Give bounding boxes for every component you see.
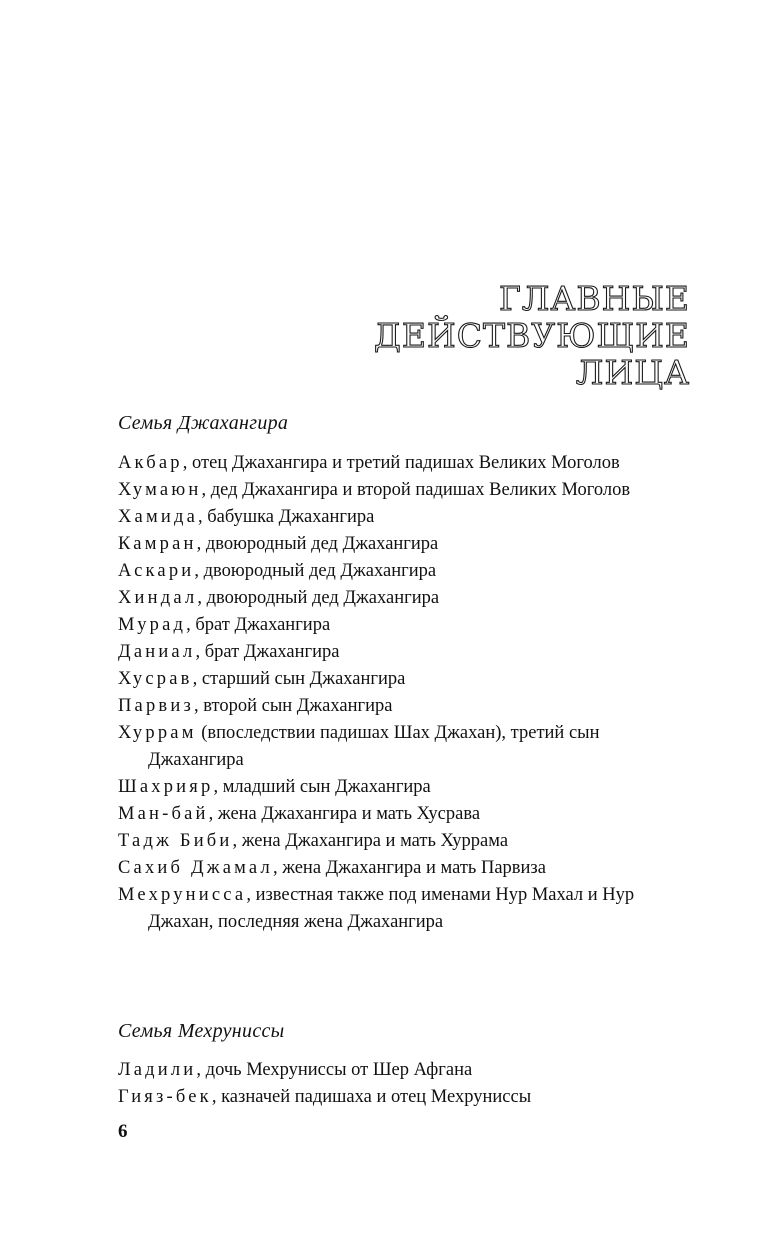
- character-entry: [118, 1057, 698, 1084]
- character-entry: [118, 828, 698, 855]
- character-name: Мурад: [118, 615, 187, 635]
- character-description: , казначей падишаха и отец Мехруниссы: [211, 1087, 532, 1107]
- character-entry: [118, 774, 698, 801]
- character-entry: [118, 801, 698, 828]
- character-entry: [118, 558, 698, 585]
- character-name: Камран: [118, 534, 197, 554]
- character-description: (впоследствии падишах Шах Джахан), третий сын Джахангира: [148, 723, 600, 770]
- character-entry: [118, 720, 698, 774]
- character-description: , старший сын Джахангира: [192, 669, 406, 689]
- chapter-title-line-2: ДЕЙСТВУЮЩИЕ: [374, 316, 690, 355]
- character-name: Мехрунисса: [118, 885, 247, 905]
- character-entry: [118, 855, 698, 882]
- character-name: Хиндал: [118, 588, 198, 608]
- character-description: , жена Джахангира и мать Хусрава: [208, 804, 481, 824]
- character-entry: [118, 639, 698, 666]
- character-description: , брат Джахангира: [186, 615, 331, 635]
- character-name: Шахрияр: [118, 777, 214, 797]
- character-description: , младший сын Джахангира: [213, 777, 431, 797]
- character-description: , двоюродный дед Джахангира: [194, 561, 437, 581]
- character-description: , второй сын Джахангира: [193, 696, 393, 716]
- character-list-jahangir-family: [118, 450, 698, 936]
- character-name: Тадж Биби: [118, 831, 233, 851]
- character-name: Хамида: [118, 507, 199, 527]
- character-description: , дочь Мехруниссы от Шер Афгана: [196, 1060, 473, 1080]
- character-description: , жена Джахангира и мать Парвиза: [272, 858, 546, 878]
- character-name: Даниал: [118, 642, 196, 662]
- character-entry: [118, 477, 698, 504]
- character-description: , отец Джахангира и третий падишах Великих Моголов: [182, 453, 620, 473]
- character-name: Хуррам: [118, 723, 197, 743]
- character-name: Аскари: [118, 561, 195, 581]
- character-description: , бабушка Джахангира: [198, 507, 375, 527]
- character-entry: [118, 504, 698, 531]
- character-name: Гияз-бек: [118, 1087, 212, 1107]
- character-entry: [118, 531, 698, 558]
- character-entry: [118, 882, 698, 936]
- character-entry: [118, 693, 698, 720]
- character-name: Ладили: [118, 1060, 197, 1080]
- section-heading-jahangir-family: Семья Джахангира: [118, 412, 289, 434]
- character-entry: [118, 666, 698, 693]
- character-name: Сахиб Джамал: [118, 858, 273, 878]
- chapter-title-line-3: ЛИЦА: [575, 353, 690, 392]
- section-heading-mehrunissa-family: Семья Мехруниссы: [118, 1020, 285, 1042]
- character-description: , двоюродный дед Джахангира: [196, 534, 439, 554]
- character-description: , известная также под именами Нур Махал и Нур Джахан, последняя жена Джахангира: [148, 885, 635, 932]
- character-entry: [118, 1084, 698, 1111]
- chapter-title: [374, 280, 690, 391]
- page-number: 6: [118, 1121, 128, 1142]
- character-name: Акбар: [118, 453, 183, 473]
- character-name: Ман-бай: [118, 804, 209, 824]
- character-description: , дед Джахангира и второй падишах Великих Моголов: [201, 480, 631, 500]
- character-name: Хусрав: [118, 669, 193, 689]
- character-name: Парвиз: [118, 696, 194, 716]
- character-entry: [118, 585, 698, 612]
- character-list-mehrunissa-family: [118, 1057, 698, 1111]
- character-name: Хумаюн: [118, 480, 202, 500]
- character-description: , брат Джахангира: [195, 642, 340, 662]
- character-entry: [118, 450, 698, 477]
- character-description: , двоюродный дед Джахангира: [197, 588, 440, 608]
- chapter-title-line-1: ГЛАВНЫЕ: [499, 279, 690, 318]
- character-description: , жена Джахангира и мать Хуррама: [232, 831, 509, 851]
- character-entry: [118, 612, 698, 639]
